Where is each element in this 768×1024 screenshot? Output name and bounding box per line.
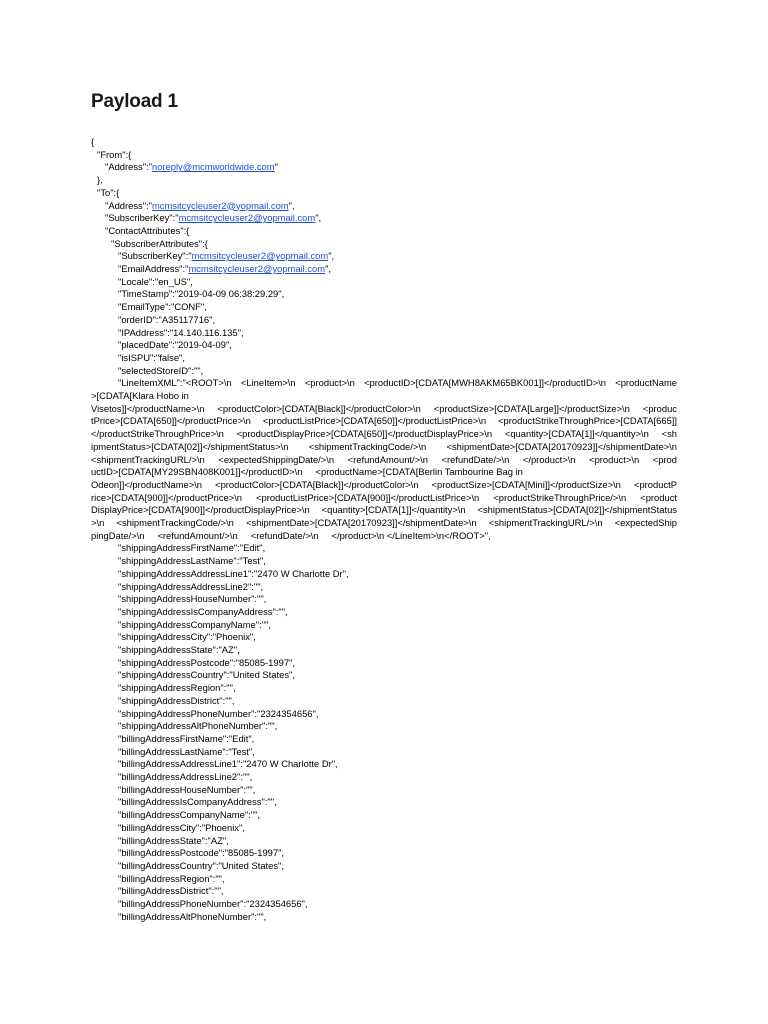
payload-text: "SubscriberKey":" (118, 250, 192, 262)
payload-line: "billingAddressCountry":"United States", (118, 859, 284, 871)
payload-line: "billingAddressState":"AZ", (118, 834, 229, 846)
payload-line: ipmentStatus>[CDATA[02]]</shipmentStatus>\n <shipmentTrackingCode/>\n <shipmentDate>[CDATA[20170923]]</shipmentDate>\n (91, 440, 677, 452)
payload-line: "billingAddressCity":"Phoenix", (118, 821, 245, 833)
payload-line: pingDate/>\n <refundAmount/>\n <refundDate/>\n </product>\n </LineItem>\n</ROOT>", (91, 529, 491, 541)
payload-line: "billingAddressHouseNumber":"", (118, 783, 256, 795)
payload-line: uctID>[CDATA[MY29SBN408K001]]</productID>\n <productName>[CDATA[Berlin Tambourine Bag in (91, 466, 523, 478)
email-link[interactable]: mcmsitcycleuser2@yopmail.com (151, 199, 289, 211)
payload-text: ", (328, 250, 335, 262)
payload-line: }, (97, 174, 103, 186)
payload-line: "shippingAddressPhoneNumber":"2324354656", (118, 707, 319, 719)
payload-line: "shippingAddressIsCompanyAddress":"", (118, 605, 288, 617)
payload-line: tPrice>[CDATA[650]]</productPrice>\n <productListPrice>[CDATA[650]]</productListPrice>\n <productStrikeThroughPrice>[CDATA[665]] (91, 415, 677, 427)
payload-line: "billingAddressLastName":"Test", (118, 745, 255, 757)
payload-line: "IPAddress":"14.140.116.135", (118, 326, 244, 338)
payload-line: "billingAddressPostcode":"85085-1997", (118, 847, 285, 859)
payload-line: "TimeStamp":"2019-04-09 06:38:29.29", (118, 288, 285, 300)
payload-line: "shippingAddressCity":"Phoenix", (118, 631, 256, 643)
payload-text: "EmailAddress":" (118, 263, 189, 274)
payload-line (105, 212, 321, 225)
payload-line (105, 200, 295, 213)
payload-line: "To":{ (97, 186, 120, 198)
payload-line: "billingAddressPhoneNumber":"2324354656", (118, 898, 308, 909)
payload-line (105, 161, 278, 174)
payload-line: "shippingAddressDistrict":"", (118, 694, 235, 706)
payload-line: "shippingAddressPostcode":"85085-1997", (118, 656, 295, 668)
payload-line: "billingAddressDistrict":"", (118, 885, 224, 897)
payload-line: { (91, 136, 95, 147)
payload-line: "billingAddressAddressLine1":"2470 W Charlotte Dr", (118, 758, 338, 770)
payload-line: "shippingAddressCountry":"United States", (118, 669, 295, 681)
payload-line (118, 263, 331, 276)
email-link[interactable]: mcmsitcycleuser2@yopmail.com (178, 212, 316, 224)
page-title: Payload 1 (91, 91, 178, 112)
payload-line: "billingAddressAddressLine2":"", (118, 771, 253, 782)
payload-line: "shippingAddressLastName":"Test", (118, 555, 266, 567)
payload-line: "billingAddressAltPhoneNumber":"", (118, 910, 267, 922)
payload-line: "From":{ (97, 148, 132, 160)
payload-line: "placedDate":"2019-04-09", (118, 339, 232, 351)
email-link[interactable]: noreply@mcmworldwide.com (151, 161, 275, 173)
payload-line: DisplayPrice>[CDATA[900]]</productDisplayPrice>\n <quantity>[CDATA[1]]</quantity>\n <shipmentStatus>[CDATA[02]]</shipmentStatus (91, 504, 677, 516)
payload-line: "billingAddressCompanyName":"", (118, 809, 261, 821)
payload-line (118, 250, 334, 263)
payload-text: ", (325, 263, 332, 274)
payload-text: "Address":" (105, 199, 152, 211)
payload-line: "shippingAddressRegion":"", (118, 682, 236, 694)
payload-line: "shippingAddressHouseNumber":"", (118, 593, 267, 605)
payload-text: "SubscriberKey":" (105, 212, 179, 224)
payload-text: ", (315, 212, 322, 224)
payload-line: "ContactAttributes":{ (105, 224, 190, 236)
payload-line: "shippingAddressAltPhoneNumber":"", (118, 720, 278, 732)
payload-line: <shipmentTrackingURL/>\n <expectedShippingDate/>\n <refundAmount/>\n <refundDate/>\n </product>\n <product>\n <prod (91, 453, 677, 465)
payload-line: "shippingAddressFirstName":"Edit", (118, 542, 266, 554)
payload-line: "Locale":"en_US", (118, 275, 193, 287)
payload-line: "selectedStoreID":"", (118, 364, 204, 376)
payload-line: "shippingAddressCompanyName":"", (118, 618, 271, 630)
payload-text: " (274, 161, 278, 173)
payload-line: </productStrikeThroughPrice>\n <productDisplayPrice>[CDATA[650]]</productDisplayPrice>\n <quantity>[CDATA[1]]</quantity>\n <sh (91, 428, 677, 440)
payload-line: "shippingAddressAddressLine2":"", (118, 580, 264, 592)
payload-line: "EmailType":"CONF", (118, 301, 207, 313)
payload-text: "Address":" (105, 161, 152, 173)
payload-line: "billingAddressIsCompanyAddress":"", (118, 796, 277, 808)
payload-line: "SubscriberAttributes":{ (111, 237, 208, 249)
payload-line: rice>[CDATA[900]]</productPrice>\n <productListPrice>[CDATA[900]]</productListPrice>\n <productStrikeThroughPrice/>\n <product (91, 491, 677, 503)
payload-line: >\n <shipmentTrackingCode/>\n <shipmentDate>[CDATA[20170923]]</shipmentDate>\n <shipmentTrackingURL/>\n <expectedShip (91, 517, 677, 528)
payload-line: "shippingAddressAddressLine1":"2470 W Charlotte Dr", (118, 567, 349, 579)
payload-line: "orderID":"A35117716", (118, 313, 216, 325)
payload-line: "LineItemXML":"<ROOT>\n <LineItem>\n <product>\n <productID>[CDATA[MWH8AKM65BK001]]</productID>\n <productName (118, 377, 677, 389)
payload-line: "shippingAddressState":"AZ", (118, 644, 240, 655)
payload-line: >[CDATA[Klara Hobo in (91, 390, 189, 401)
payload-line: Visetos]]</productName>\n <productColor>[CDATA[Black]]</productColor>\n <productSize>[CDATA[Large]]</productSize>\n <produc (91, 402, 677, 414)
payload-line: "billingAddressRegion":"", (118, 872, 225, 884)
payload-text: ", (288, 199, 295, 211)
payload-line: "isISPU":"false", (118, 351, 185, 363)
email-link[interactable]: mcmsitcycleuser2@yopmail.com (188, 263, 326, 274)
email-link[interactable]: mcmsitcycleuser2@yopmail.com (191, 250, 329, 262)
payload-line: "billingAddressFirstName":"Edit", (118, 732, 255, 744)
payload-line: Odeon]]</productName>\n <productColor>[CDATA[Black]]</productColor>\n <productSize>[CDATA[Mini]]</productSize>\n <productP (91, 478, 677, 490)
